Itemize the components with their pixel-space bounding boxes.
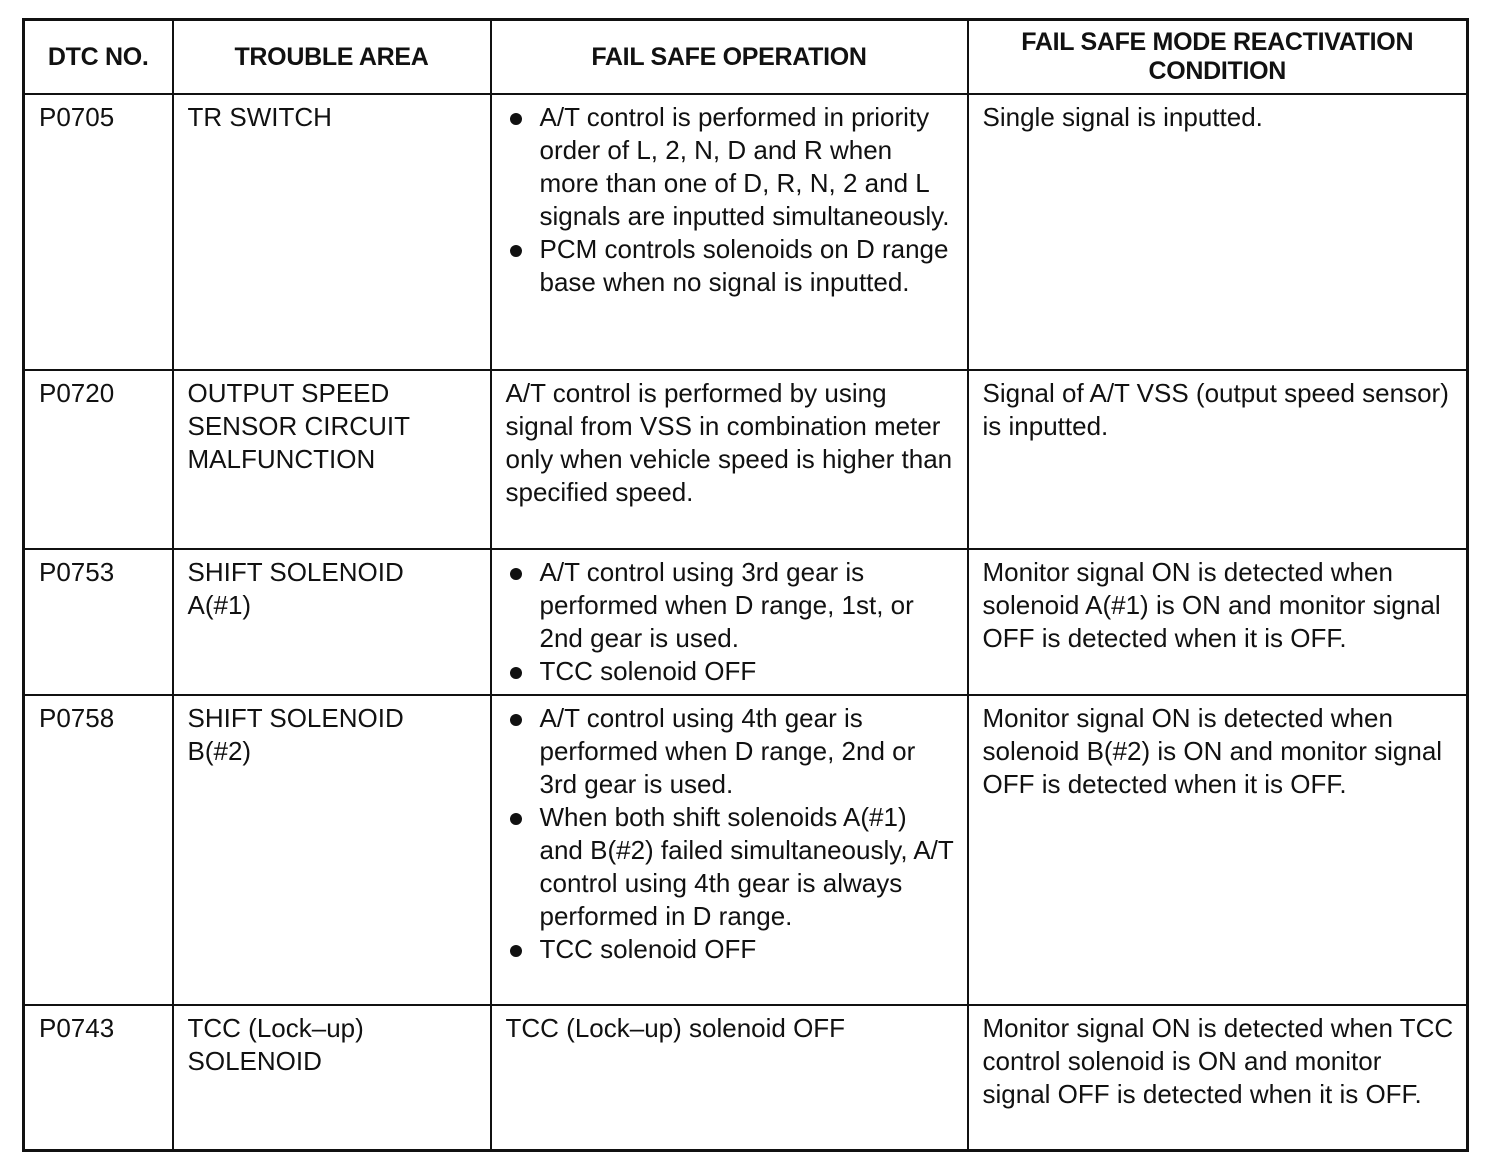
dtc-code: P0743 bbox=[24, 1005, 173, 1151]
operation-bullet: TCC solenoid OFF bbox=[506, 933, 955, 966]
trouble-area-line: SOLENOID bbox=[187, 1046, 322, 1076]
reactivation-condition: Single signal is inputted. bbox=[968, 94, 1468, 370]
fail-safe-operation: TCC (Lock–up) solenoid OFF bbox=[491, 1005, 968, 1151]
header-trouble-area: TROUBLE AREA bbox=[173, 20, 491, 95]
trouble-area bbox=[173, 1005, 491, 1151]
header-dtc-no: DTC NO. bbox=[24, 20, 173, 95]
header-reactivation-condition: FAIL SAFE MODE REACTIVATION CONDITION bbox=[968, 20, 1468, 95]
dtc-code: P0753 bbox=[24, 549, 173, 695]
table-row bbox=[24, 549, 1468, 695]
dtc-code: P0705 bbox=[24, 94, 173, 370]
header-fail-safe-operation: FAIL SAFE OPERATION bbox=[491, 20, 968, 95]
fail-safe-operation bbox=[491, 695, 968, 1005]
operation-bullet: A/T control is performed in priority order of L, 2, N, D and R when more than one of D, R, N, 2 and L signals are inputted simultaneously. bbox=[506, 101, 955, 233]
trouble-area-line: A(#1) bbox=[187, 590, 252, 620]
operation-bullet: A/T control using 4th gear is performed when D range, 2nd or 3rd gear is used. bbox=[506, 702, 955, 801]
trouble-area-line: SENSOR CIRCUIT bbox=[187, 411, 410, 441]
trouble-area-line: SHIFT SOLENOID bbox=[187, 703, 404, 733]
dtc-fail-safe-table bbox=[22, 18, 1469, 1152]
reactivation-condition: Monitor signal ON is detected when solenoid A(#1) is ON and monitor signal OFF is detected when it is OFF. bbox=[968, 549, 1468, 695]
table-row bbox=[24, 94, 1468, 370]
reactivation-condition: Monitor signal ON is detected when TCC control solenoid is ON and monitor signal OFF is detected when it is OFF. bbox=[968, 1005, 1468, 1151]
reactivation-condition: Monitor signal ON is detected when solenoid B(#2) is ON and monitor signal OFF is detected when it is OFF. bbox=[968, 695, 1468, 1005]
trouble-area-line: B(#2) bbox=[187, 736, 252, 766]
reactivation-condition: Signal of A/T VSS (output speed sensor) is inputted. bbox=[968, 370, 1468, 549]
fail-safe-operation bbox=[491, 549, 968, 695]
trouble-area-line: TR SWITCH bbox=[187, 102, 332, 132]
operation-bullet: TCC solenoid OFF bbox=[506, 655, 955, 688]
trouble-area-line: MALFUNCTION bbox=[187, 444, 376, 474]
operation-bullet: When both shift solenoids A(#1) and B(#2) failed simultaneously, A/T control using 4th gear is always performed in D range. bbox=[506, 801, 955, 933]
trouble-area bbox=[173, 94, 491, 370]
trouble-area bbox=[173, 370, 491, 549]
fail-safe-operation bbox=[491, 94, 968, 370]
trouble-area-line: TCC (Lock–up) bbox=[187, 1013, 364, 1043]
operation-bullet: PCM controls solenoids on D range base when no signal is inputted. bbox=[506, 233, 955, 299]
trouble-area-line: OUTPUT SPEED bbox=[187, 378, 390, 408]
operation-bullet-list bbox=[506, 702, 955, 966]
dtc-fail-safe-table-container bbox=[22, 18, 1466, 1152]
trouble-area bbox=[173, 695, 491, 1005]
table-row bbox=[24, 695, 1468, 1005]
table-row bbox=[24, 1005, 1468, 1151]
operation-bullet-list bbox=[506, 101, 955, 299]
dtc-code: P0720 bbox=[24, 370, 173, 549]
table-row bbox=[24, 370, 1468, 549]
trouble-area bbox=[173, 549, 491, 695]
operation-bullet-list bbox=[506, 556, 955, 688]
dtc-code: P0758 bbox=[24, 695, 173, 1005]
fail-safe-operation: A/T control is performed by using signal from VSS in combination meter only when vehicle speed is higher than specified speed. bbox=[491, 370, 968, 549]
trouble-area-line: SHIFT SOLENOID bbox=[187, 557, 404, 587]
table-header-row bbox=[24, 20, 1468, 95]
operation-bullet: A/T control using 3rd gear is performed when D range, 1st, or 2nd gear is used. bbox=[506, 556, 955, 655]
